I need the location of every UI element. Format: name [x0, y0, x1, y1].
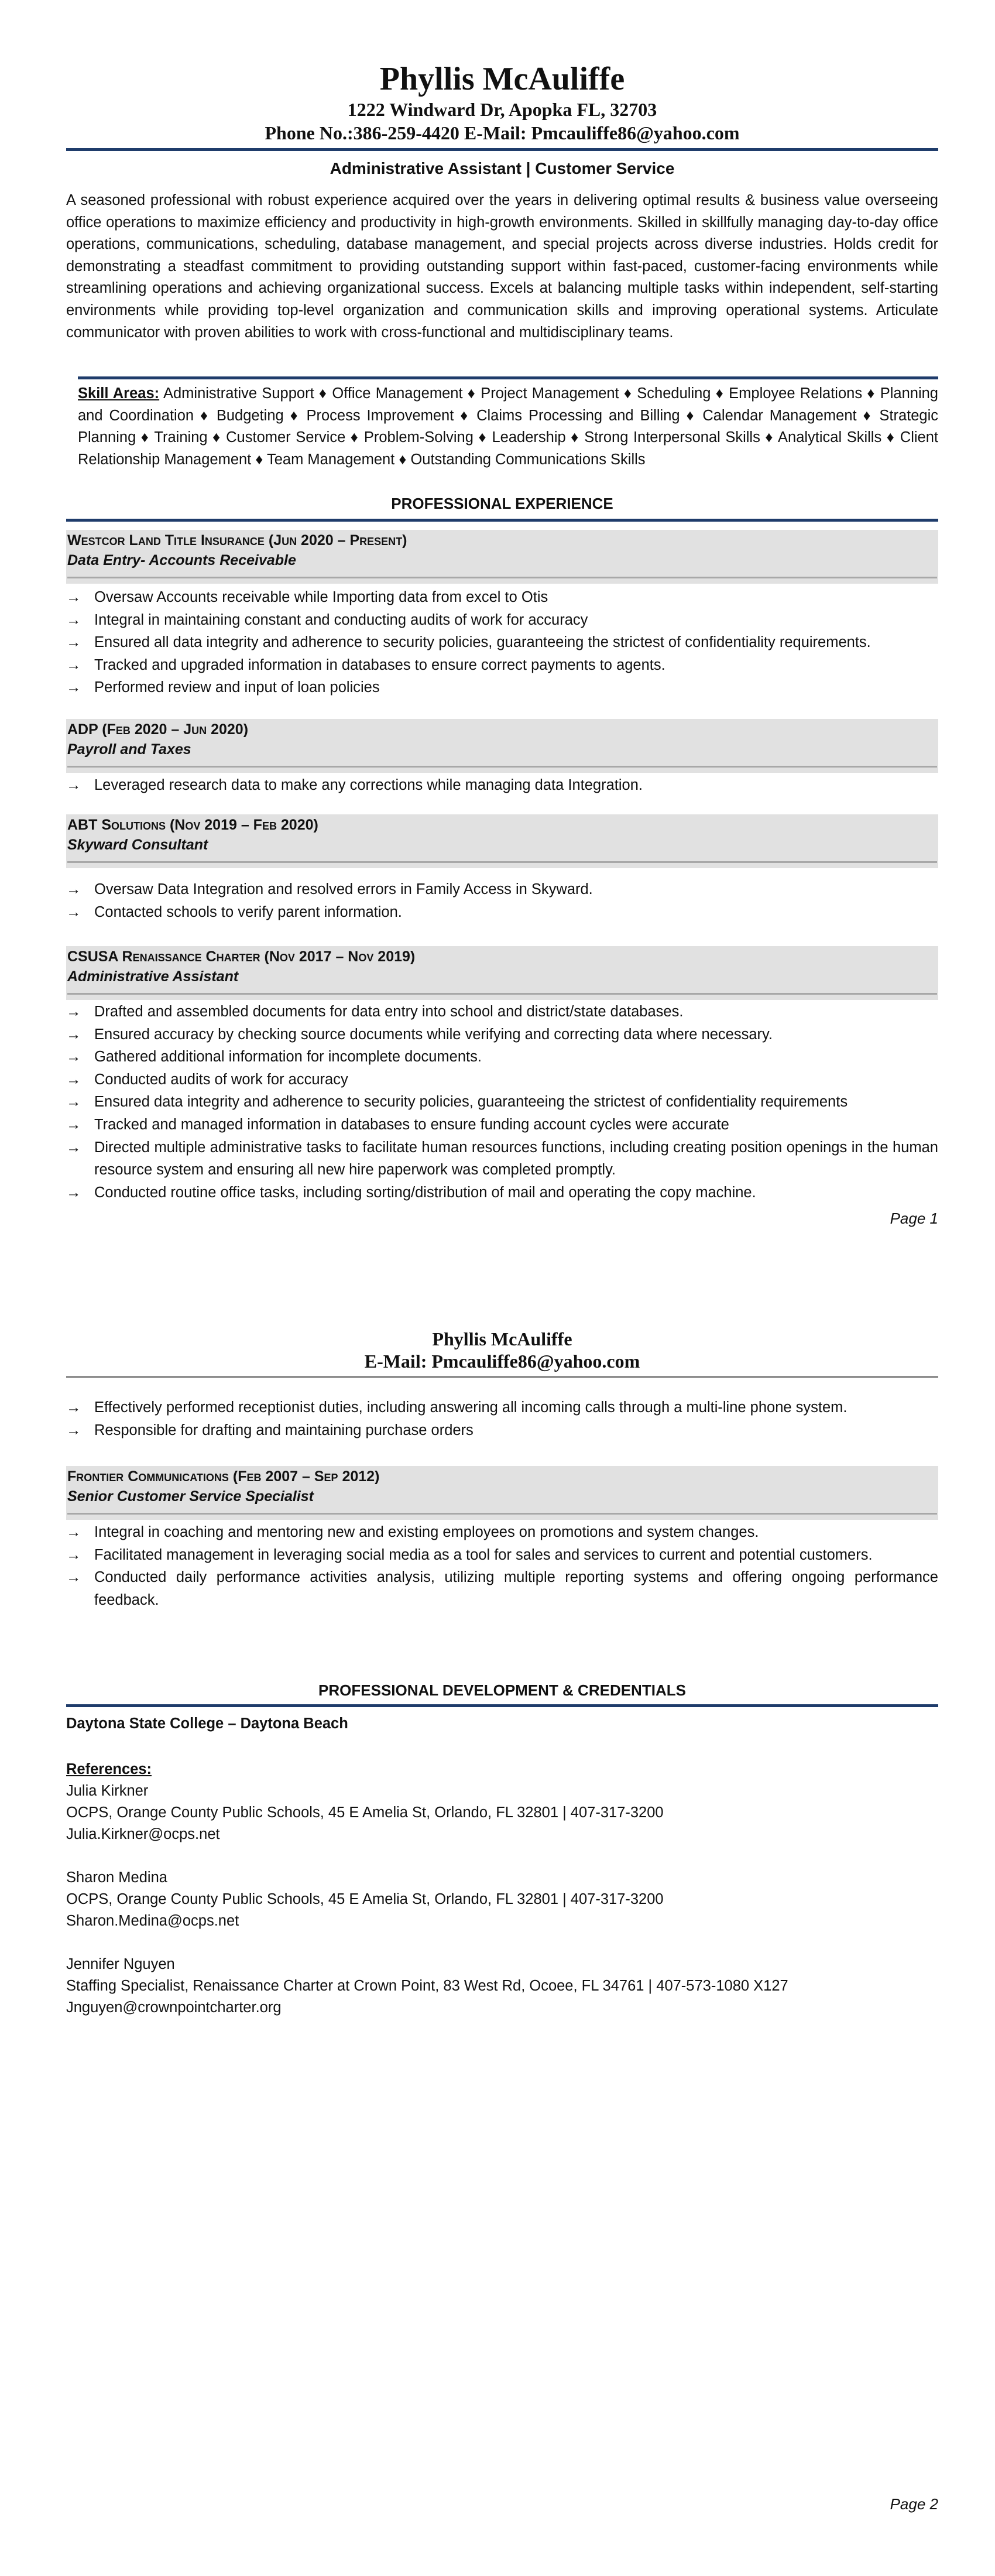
- job-company: ABT Solutions (Nov 2019 – Feb 2020): [67, 817, 318, 833]
- arrow-icon: →: [66, 1546, 81, 1563]
- contact-line: Phone No.:386-259-4420 E-Mail: Pmcauliffe86@yahoo.com: [265, 122, 740, 143]
- arrow-icon: →: [66, 1094, 81, 1111]
- list-item: → Contacted schools to verify parent information.: [66, 901, 938, 924]
- arrow-icon: →: [66, 881, 81, 898]
- list-item: → Directed multiple administrative tasks to facilitate human resources functions, including creating position openings in the human resource system and ensuring all new hire paperwork was completed promptly.: [66, 1136, 938, 1181]
- arrow-icon: →: [66, 1026, 81, 1043]
- page2-divider: [66, 1376, 938, 1378]
- school: Daytona State College – Daytona Beach: [66, 1715, 348, 1732]
- list-item: → Responsible for drafting and maintaining purchase orders: [66, 1419, 938, 1442]
- list-item: → Gathered additional information for incomplete documents.: [66, 1046, 938, 1068]
- job-header: [66, 530, 938, 584]
- list-item: → Ensured all data integrity and adherence to security policies, guaranteeing the strictest of confidentiality requirements.: [66, 631, 938, 654]
- list-item: → Oversaw Accounts receivable while Importing data from excel to Otis: [66, 586, 938, 609]
- development-heading: PROFESSIONAL DEVELOPMENT & CREDENTIALS: [318, 1681, 686, 1699]
- arrow-icon: →: [66, 1071, 81, 1088]
- arrow-icon: →: [66, 589, 81, 605]
- reference-detail: OCPS, Orange County Public Schools, 45 E Amelia St, Orlando, FL 32801 | 407-317-3200: [66, 1804, 664, 1821]
- page2-name: Phyllis McAuliffe: [432, 1328, 572, 1349]
- skill-areas-label: Skill Areas:: [78, 385, 160, 402]
- arrow-icon: →: [66, 634, 81, 651]
- list-item: → Performed review and input of loan policies: [66, 676, 938, 699]
- job-title: Administrative Assistant: [67, 968, 239, 985]
- arrow-icon: →: [66, 656, 81, 673]
- list-item: → Oversaw Data Integration and resolved errors in Family Access in Skyward.: [66, 878, 938, 901]
- candidate-name: Phyllis McAuliffe: [379, 61, 625, 97]
- skill-areas-list: Administrative Support ♦ Office Management ♦ Project Management ♦ Scheduling ♦ Employee Relations ♦ Planning and Coordination ♦ Budgeting ♦ Process Improvement ♦ Claims Processing and Billing ♦ Calendar Management ♦ Strategic Planning ♦ Training ♦ Customer Service ♦ Problem-Solving ♦ Leadership ♦ Strong Interpersonal Skills ♦ Analytical Skills ♦ Client Relationship Management ♦ Team Management ♦ Outstanding Communications Skills: [78, 385, 938, 468]
- job-header: [66, 946, 938, 1000]
- reference-name: Sharon Medina: [66, 1869, 167, 1886]
- arrow-icon: →: [66, 1003, 81, 1020]
- job-divider: [67, 1513, 937, 1515]
- arrow-icon: →: [66, 679, 81, 696]
- list-item: → Drafted and assembled documents for data entry into school and district/state databases.: [66, 1001, 938, 1023]
- arrow-icon: →: [66, 1116, 81, 1133]
- job-title: Skyward Consultant: [67, 837, 208, 853]
- header-divider: [66, 148, 938, 151]
- list-item: → Tracked and managed information in databases to ensure funding account cycles were accurate: [66, 1114, 938, 1136]
- list-item: → Integral in coaching and mentoring new and existing employees on promotions and system changes.: [66, 1521, 938, 1544]
- skills-divider: [78, 376, 938, 379]
- continued-bullets: [66, 1396, 938, 1441]
- job-divider: [67, 861, 937, 863]
- job-bullets: [66, 1001, 938, 1204]
- job-divider: [67, 577, 937, 578]
- list-item: → Conducted routine office tasks, including sorting/distribution of mail and operating the copy machine.: [66, 1181, 938, 1204]
- job-company: ADP (Feb 2020 – Jun 2020): [67, 721, 249, 738]
- list-item: → Conducted daily performance activities analysis, utilizing multiple reporting systems and offering ongoing performance feedback.: [66, 1566, 938, 1611]
- job-divider: [67, 766, 937, 768]
- arrow-icon: →: [66, 1399, 81, 1416]
- job-header: [66, 814, 938, 868]
- arrow-icon: →: [66, 1421, 81, 1438]
- page-number: Page 1: [890, 1210, 938, 1227]
- job-title: Data Entry- Accounts Receivable: [67, 552, 296, 568]
- references: [66, 1759, 938, 2019]
- reference-email[interactable]: Sharon.Medina@ocps.net: [66, 1913, 239, 1929]
- job-bullets: [66, 586, 938, 699]
- list-item: → Ensured accuracy by checking source documents while verifying and correcting data where necessary.: [66, 1023, 938, 1046]
- job-bullets: [66, 1521, 938, 1611]
- job-bullets: [66, 774, 938, 797]
- arrow-icon: →: [66, 903, 81, 920]
- job-header: [66, 719, 938, 773]
- reference-name: Julia Kirkner: [66, 1783, 149, 1799]
- job-company: Westcor Land Title Insurance (Jun 2020 – Present): [67, 532, 407, 549]
- job-title: Senior Customer Service Specialist: [67, 1488, 314, 1505]
- job-divider: [67, 993, 937, 995]
- list-item: → Conducted audits of work for accuracy: [66, 1068, 938, 1091]
- arrow-icon: →: [66, 777, 81, 793]
- page2-email: E-Mail: Pmcauliffe86@yahoo.com: [364, 1351, 640, 1372]
- reference-email[interactable]: Jnguyen@crownpointcharter.org: [66, 1999, 282, 2016]
- job-title: Payroll and Taxes: [67, 741, 191, 758]
- job-header: [66, 1466, 938, 1520]
- page-number: Page 2: [890, 2495, 938, 2513]
- arrow-icon: →: [66, 1049, 81, 1066]
- list-item: → Ensured data integrity and adherence to security policies, guaranteeing the strictest of confidentiality requirements: [66, 1091, 938, 1114]
- summary: A seasoned professional with robust experience acquired over the years in delivering optimal results & business value overseeing office operations to maximize efficiency and productivity in high-growth environments. Skilled in skillfully managing day-to-day office operations, communications, scheduling, database management, and special projects across diverse industries. Holds credit for demonstrating a steadfast commitment to providing outstanding support within fast-paced, customer-facing environments while streamlining operations and achieving organizational success. Excels at balancing multiple tasks within independent, self-starting environments while providing top-level organization and communication skills and improving operational systems. Articulate communicator with proven abilities to work with cross-functional and multidisciplinary teams.: [66, 192, 938, 341]
- arrow-icon: →: [66, 611, 81, 628]
- skill-areas: [78, 383, 938, 471]
- arrow-icon: →: [66, 1524, 81, 1540]
- job-company: Frontier Communications (Feb 2007 – Sep 2012): [67, 1468, 380, 1485]
- development-divider: [66, 1704, 938, 1707]
- list-item: → Facilitated management in leveraging social media as a tool for sales and services to current and potential customers.: [66, 1544, 938, 1567]
- arrow-icon: →: [66, 1184, 81, 1201]
- reference-detail: OCPS, Orange County Public Schools, 45 E Amelia St, Orlando, FL 32801 | 407-317-3200: [66, 1891, 664, 1907]
- job-bullets: [66, 878, 938, 923]
- reference-name: Jennifer Nguyen: [66, 1956, 175, 1972]
- address: 1222 Windward Dr, Apopka FL, 32703: [347, 99, 657, 120]
- experience-divider: [66, 519, 938, 522]
- list-item: → Effectively performed receptionist duties, including answering all incoming calls through a multi-line phone system.: [66, 1396, 938, 1419]
- references-label: References:: [66, 1761, 152, 1777]
- job-company: CSUSA Renaissance Charter (Nov 2017 – Nov 2019): [67, 948, 416, 965]
- reference-detail: Staffing Specialist, Renaissance Charter at Crown Point, 83 West Rd, Ocoee, FL 34761 | 407-573-1080 X127: [66, 1978, 788, 1994]
- arrow-icon: →: [66, 1139, 81, 1156]
- arrow-icon: →: [66, 1569, 81, 1586]
- reference-email[interactable]: Julia.Kirkner@ocps.net: [66, 1826, 220, 1842]
- list-item: → Leveraged research data to make any corrections while managing data Integration.: [66, 774, 938, 797]
- headline: Administrative Assistant | Customer Service: [330, 159, 675, 177]
- experience-heading: PROFESSIONAL EXPERIENCE: [391, 495, 613, 512]
- list-item: → Tracked and upgraded information in databases to ensure correct payments to agents.: [66, 654, 938, 677]
- list-item: → Integral in maintaining constant and conducting audits of work for accuracy: [66, 609, 938, 632]
